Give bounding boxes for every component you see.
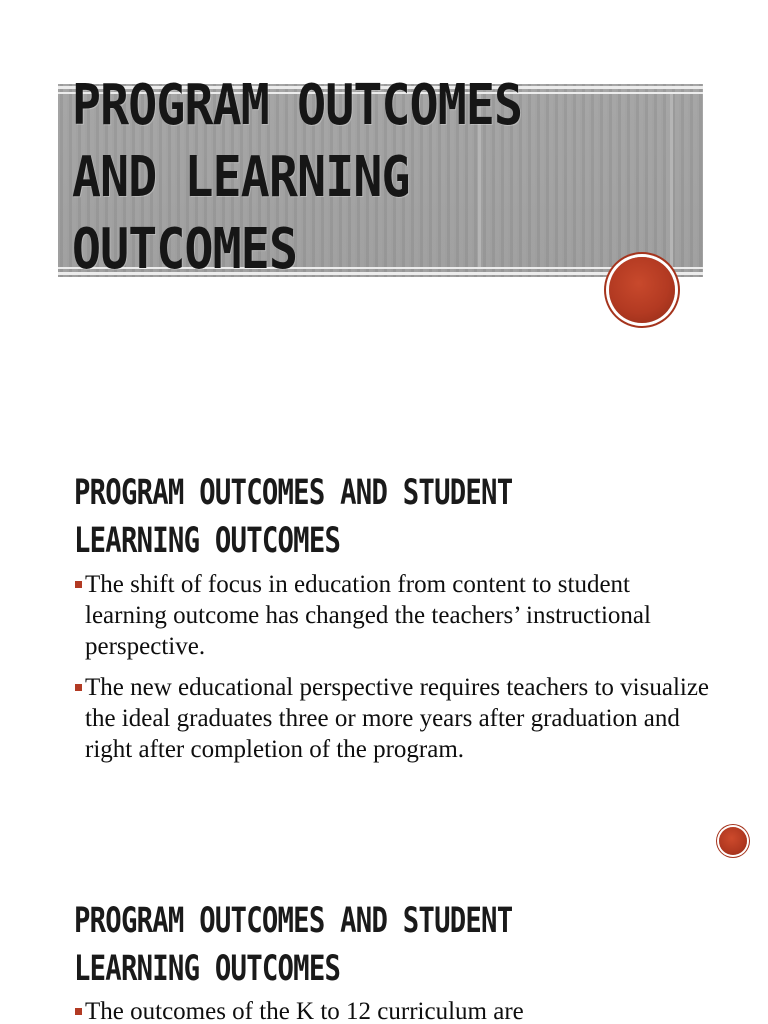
bullet-list <box>74 569 714 775</box>
decorative-circle-icon <box>719 827 747 855</box>
banner-shade <box>670 94 673 267</box>
content-slide-2 <box>0 865 768 1024</box>
decorative-circle-icon <box>609 257 675 323</box>
bullet-text: The outcomes of the K to 12 curriculum are <box>85 998 524 1024</box>
bullet-item <box>74 569 714 662</box>
slide-title: PROGRAM OUTCOMES AND LEARNING OUTCOMES <box>72 73 523 282</box>
bullet-square-icon <box>75 1008 82 1015</box>
bullet-item <box>74 672 714 765</box>
slide-heading: PROGRAM OUTCOMES AND STUDENT LEARNING OUTCOMES <box>74 473 513 561</box>
bullet-square-icon <box>75 684 82 691</box>
bullet-text: The shift of focus in education from content to student learning outcome has changed the teachers’ instructional perspective. <box>85 571 651 660</box>
bullet-item <box>74 996 714 1024</box>
title-slide <box>0 0 768 405</box>
bullet-list <box>74 996 714 1024</box>
content-slide-1 <box>0 405 768 865</box>
bullet-square-icon <box>75 581 82 588</box>
slide-heading: PROGRAM OUTCOMES AND STUDENT LEARNING OUTCOMES <box>74 901 513 989</box>
bullet-text: The new educational perspective requires teachers to visualize the ideal graduates three or more years after graduation and right after completion of the program. <box>85 674 710 763</box>
